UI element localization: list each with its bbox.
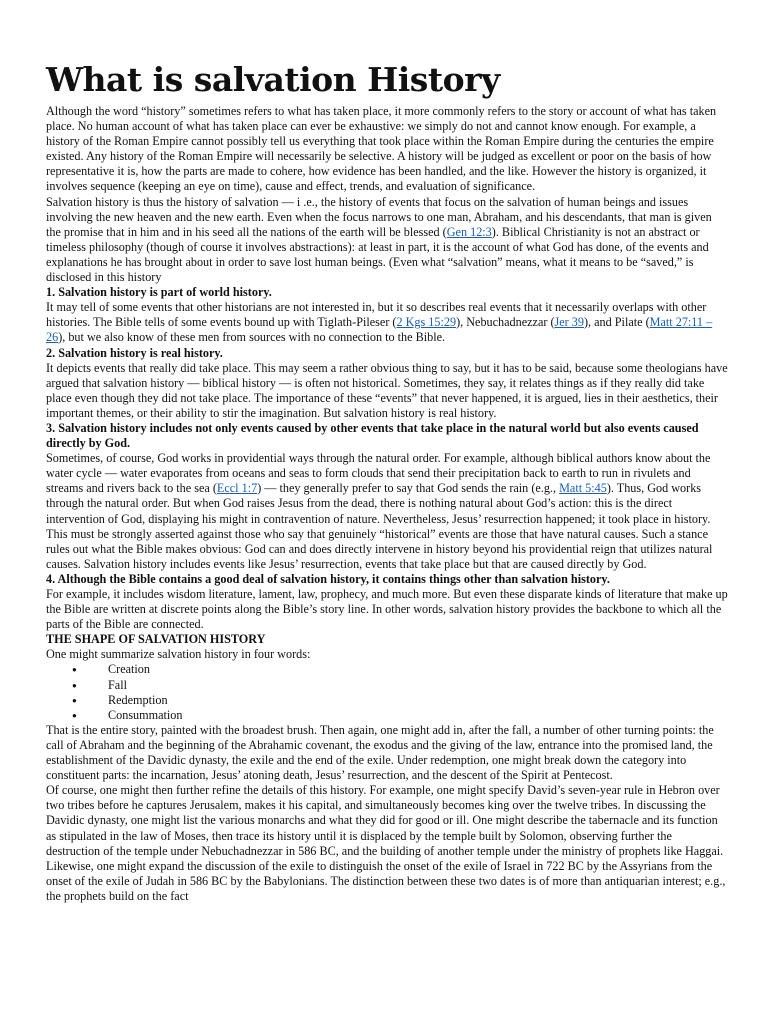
list-item: ● Creation	[92, 662, 728, 677]
shape-paragraph-1: That is the entire story, painted with the broadest brush. Then again, one might add in, after the fall, a number of other turning points: the call of Abraham and the beginning of the Abrahamic covenant, the exodus and the giving of the law, entrance into the promised land, the establishment of the Davidic dynasty, the exile and the end of the exile. Under redemption, one might break down the category into constituent parts: the incarnation, Jesus’ atoning death, Jesus’ resurrection, and the descent of the Spirit at Pentecost.	[46, 722, 714, 783]
section-1-paragraph: It may tell of some events that other historians are not interested in, but it so describes real events that it necessarily overlaps with other histories. The Bible tells of some events bound up with Tiglath-Pileser (2 Kgs 15:29), Nebuchadnezzar (Jer 39), and Pilate (Matt 27:11 – 26), but we also know of these men from sources with no connection to the Bible.	[46, 300, 713, 345]
shape-heading: THE SHAPE OF SALVATION HISTORY	[46, 632, 266, 647]
ref-link-gen-12-3[interactable]: Gen 12:3	[446, 224, 492, 239]
intro-paragraph-1: Although the word “history” sometimes refers to what has taken place, it more commonly refers to the story or account of what has taken place. No human account of what has taken place can ever be exhaustive: we simply do not and cannot know enough. For example, a history of the Roman Empire cannot possibly tell us everything that took place within the Roman Empire during the centuries the empire existed. Any history of the Roman Empire will necessarily be selective. A history will be judged as excellent or poor on the basis of how representative it is, how the parts are made to cohere, how evidence has been handled, and the like. However the history is organized, it involves sequence (keeping an eye on time), cause and effect, trends, and evaluation of significance.	[46, 104, 717, 194]
section-4-heading: 4. Although the Bible contains a good deal of salvation history, it contains things other than salvation history.	[46, 571, 610, 586]
four-words-list	[46, 662, 728, 722]
ref-link-2-kgs-15-29[interactable]: 2 Kgs 15:29	[396, 315, 457, 330]
page-title: What is salvation History	[46, 60, 500, 99]
ref-link-jer-39[interactable]: Jer 39	[554, 315, 584, 330]
ref-link-matt-5-45[interactable]: Matt 5:45	[559, 481, 607, 496]
section-3-heading: 3. Salvation history includes not only events caused by other events that take place in the natural world but also events caused directly by God.	[46, 420, 699, 451]
ref-link-matt-27[interactable]: Matt 27:11 – 26	[46, 315, 713, 345]
section-4-paragraph: For example, it includes wisdom literature, lament, law, prophecy, and much more. But even these disparate kinds of literature that make up the Bible are written at discrete points along the Bible’s story line. In other words, salvation history provides the backbone to which all the parts of the Bible are connected.	[46, 587, 728, 632]
list-item: ● Consummation	[92, 708, 728, 723]
section-1-heading: 1. Salvation history is part of world history.	[46, 285, 272, 300]
shape-lead: One might summarize salvation history in four words:	[46, 647, 311, 662]
intro-paragraph-2: Salvation history is thus the history of salvation — i .e., the history of events that focus on the salvation of human beings and issues involving the new heaven and the new earth. Even when the focus narrows to one man, Abraham, and his descendants, that man is given the promise that in him and in his seed all the nations of the earth will be blessed (Gen 12:3). Biblical Christianity is not an abstract or timeless philosophy (though of course it involves abstractions): at least in part, it is the account of what God has done, of the events and explanations he has brought about in order to save lost human beings. (Even what “salvation” means, what it means to be “saved,” is disclosed in this history	[46, 194, 712, 285]
section-2-heading: 2. Salvation history is real history.	[46, 345, 223, 360]
shape-paragraph-2: Of course, one might then further refine the details of this history. For example, one might specify David’s seven-year rule in Hebron over two tribes before he captures Jerusalem, makes it his capital, and simultaneously becomes king over the twelve tribes. In discussing the Davidic dynasty, one might list the various monarchs and what they did for good or ill. One might describe the tabernacle and its function as stipulated in the law of Moses, then trace its history until it is displaced by the temple built by Solomon, observing further the destruction of the temple under Nebuchadnezzar in 586 BC, and the building of another temple under the ministry of prophets like Haggai. Likewise, one might expand the discussion of the exile to distinguish the onset of the exile of Israel in 722 BC by the Assyrians from the onset of the exile of Judah in 586 BC by the Babylonians. The distinction between these two dates is of more than antiquarian interest; e.g., the prophets build on the fact	[46, 783, 726, 903]
list-item: ● Redemption	[92, 693, 728, 708]
section-3-paragraph: Sometimes, of course, God works in providential ways through the natural order. For example, although biblical authors know about the water cycle — water evaporates from oceans and seas to form clouds that send their precipitation back to earth to run in rivulets and streams and rivers back to the sea (Eccl 1:7) — they generally prefer to say that God sends the rain (e.g., Matt 5:45). Thus, God works through the natural order. But when God raises Jesus from the dead, there is nothing natural about God’s action: this is the direct intervention of God, displaying his might in contravention of nature. Nevertheless, Jesus’ resurrection happened; it took place in history. This must be strongly asserted against those who say that genuinely “historical” events are those that have natural causes. Such a stance rules out what the Bible makes obvious: God can and does directly intervene in history beyond his providential reign that utilizes natural causes. Salvation history includes events like Jesus’ resurrection, events that take place but that are caused directly by God.	[46, 451, 713, 571]
section-2-paragraph: It depicts events that really did take place. This may seem a rather obvious thing to say, but it has to be said, because some theologians have argued that salvation history — biblical history — is often not historical. Sometimes, they say, it relates things as if they really did take place even though they did not take place. The importance of these “events” that never happened, it is argued, lies in their aesthetics, their important themes, or their ability to stir the imagination. But salvation history is real history.	[46, 360, 728, 420]
ref-link-eccl-1-7[interactable]: Eccl 1:7	[216, 481, 258, 496]
list-item: ● Fall	[92, 678, 728, 693]
